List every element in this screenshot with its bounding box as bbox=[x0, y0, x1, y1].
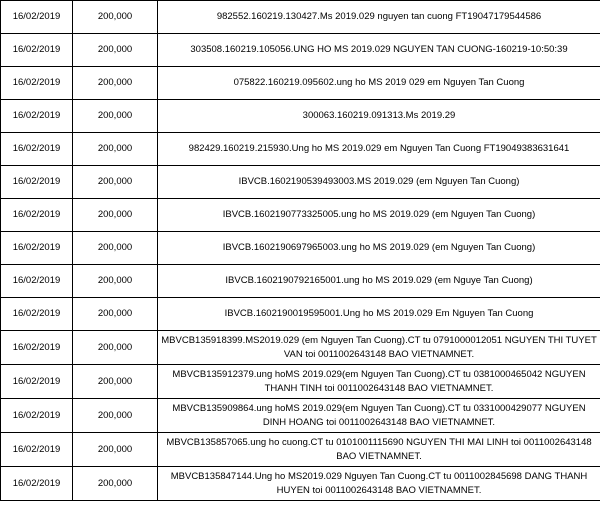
table-row bbox=[1, 232, 600, 265]
date-cell: 16/02/2019 bbox=[1, 365, 73, 399]
description-line: MBVCB135918399.MS2019.029 (em Nguyen Tan Cuong).CT tu 0791000012051 NGUYEN THI TUYET bbox=[161, 334, 597, 346]
table-row bbox=[1, 67, 600, 100]
amount-cell: 200,000 bbox=[73, 166, 158, 199]
description-line: VAN toi 0011002643148 BAO VIETNAMNET. bbox=[283, 348, 475, 360]
amount-cell: 200,000 bbox=[73, 1, 158, 34]
description-line: BAO VIETNAMNET. bbox=[336, 450, 422, 462]
amount-cell: 200,000 bbox=[73, 199, 158, 232]
amount-cell: 200,000 bbox=[73, 265, 158, 298]
table-row bbox=[1, 467, 600, 501]
amount-cell: 200,000 bbox=[73, 298, 158, 331]
description-cell bbox=[158, 365, 600, 399]
description-cell: IBVCB.1602190792165001.ung ho MS 2019.029 (em Nguye Tan Cuong) bbox=[158, 265, 600, 298]
table-row bbox=[1, 365, 600, 399]
description-cell: 982429.160219.215930.Ung ho MS 2019.029 em Nguyen Tan Cuong FT19049383631641 bbox=[158, 133, 600, 166]
date-cell: 16/02/2019 bbox=[1, 399, 73, 433]
description-line: DINH HOANG toi 0011002643148 BAO VIETNAMNET. bbox=[262, 416, 496, 428]
description-cell: 300063.160219.091313.Ms 2019.29 bbox=[158, 100, 600, 133]
description-cell bbox=[158, 331, 600, 365]
amount-cell: 200,000 bbox=[73, 331, 158, 365]
description-cell bbox=[158, 399, 600, 433]
table-row bbox=[1, 331, 600, 365]
description-cell: IBVCB.1602190773325005.ung ho MS 2019.029 (em Nguyen Tan Cuong) bbox=[158, 199, 600, 232]
date-cell: 16/02/2019 bbox=[1, 34, 73, 67]
table-row bbox=[1, 34, 600, 67]
description-cell: IBVCB.1602190019595001.Ung ho MS 2019.029 Em Nguyen Tan Cuong bbox=[158, 298, 600, 331]
date-cell: 16/02/2019 bbox=[1, 232, 73, 265]
date-cell: 16/02/2019 bbox=[1, 67, 73, 100]
description-cell: IBVCB.1602190539493003.MS 2019.029 (em Nguyen Tan Cuong) bbox=[158, 166, 600, 199]
description-cell: IBVCB.1602190697965003.ung ho MS 2019.029 (em Nguyen Tan Cuong) bbox=[158, 232, 600, 265]
amount-cell: 200,000 bbox=[73, 467, 158, 501]
table-row bbox=[1, 100, 600, 133]
description-line: MBVCB135847144.Ung ho MS2019.029 Nguyen Tan Cuong.CT tu 0011002845698 DANG THANH bbox=[170, 470, 588, 482]
description-cell: 303508.160219.105056.UNG HO MS 2019.029 NGUYEN TAN CUONG-160219-10:50:39 bbox=[158, 34, 600, 67]
date-cell: 16/02/2019 bbox=[1, 433, 73, 467]
date-cell: 16/02/2019 bbox=[1, 166, 73, 199]
table-row bbox=[1, 166, 600, 199]
table-row bbox=[1, 265, 600, 298]
table-row bbox=[1, 399, 600, 433]
table-row bbox=[1, 298, 600, 331]
table-row bbox=[1, 1, 600, 34]
date-cell: 16/02/2019 bbox=[1, 133, 73, 166]
date-cell: 16/02/2019 bbox=[1, 100, 73, 133]
table-row bbox=[1, 433, 600, 467]
description-line: MBVCB135909864.ung hoMS 2019.029(em Nguyen Tan Cuong).CT tu 0331000429077 NGUYEN bbox=[172, 402, 586, 414]
date-cell: 16/02/2019 bbox=[1, 265, 73, 298]
description-line: HUYEN toi 0011002643148 BAO VIETNAMNET. bbox=[276, 484, 482, 496]
description-cell bbox=[158, 433, 600, 467]
amount-cell: 200,000 bbox=[73, 100, 158, 133]
date-cell: 16/02/2019 bbox=[1, 331, 73, 365]
date-cell: 16/02/2019 bbox=[1, 1, 73, 34]
date-cell: 16/02/2019 bbox=[1, 467, 73, 501]
table-row bbox=[1, 133, 600, 166]
amount-cell: 200,000 bbox=[73, 232, 158, 265]
amount-cell: 200,000 bbox=[73, 67, 158, 100]
description-line: MBVCB135857065.ung ho cuong.CT tu 0101001115690 NGUYEN THI MAI LINH toi 0011002643148 bbox=[166, 436, 592, 448]
amount-cell: 200,000 bbox=[73, 433, 158, 467]
description-cell: 075822.160219.095602.ung ho MS 2019 029 em Nguyen Tan Cuong bbox=[158, 67, 600, 100]
amount-cell: 200,000 bbox=[73, 133, 158, 166]
amount-cell: 200,000 bbox=[73, 34, 158, 67]
description-cell bbox=[158, 467, 600, 501]
date-cell: 16/02/2019 bbox=[1, 199, 73, 232]
description-line: MBVCB135912379.ung hoMS 2019.029(em Nguyen Tan Cuong).CT tu 0381000465042 NGUYEN bbox=[172, 368, 586, 380]
date-cell: 16/02/2019 bbox=[1, 298, 73, 331]
description-line: THANH TINH toi 0011002643148 BAO VIETNAMNET. bbox=[264, 382, 494, 394]
table-row bbox=[1, 199, 600, 232]
amount-cell: 200,000 bbox=[73, 399, 158, 433]
description-cell: 982552.160219.130427.Ms 2019.029 nguyen tan cuong FT19047179544586 bbox=[158, 1, 600, 34]
amount-cell: 200,000 bbox=[73, 365, 158, 399]
